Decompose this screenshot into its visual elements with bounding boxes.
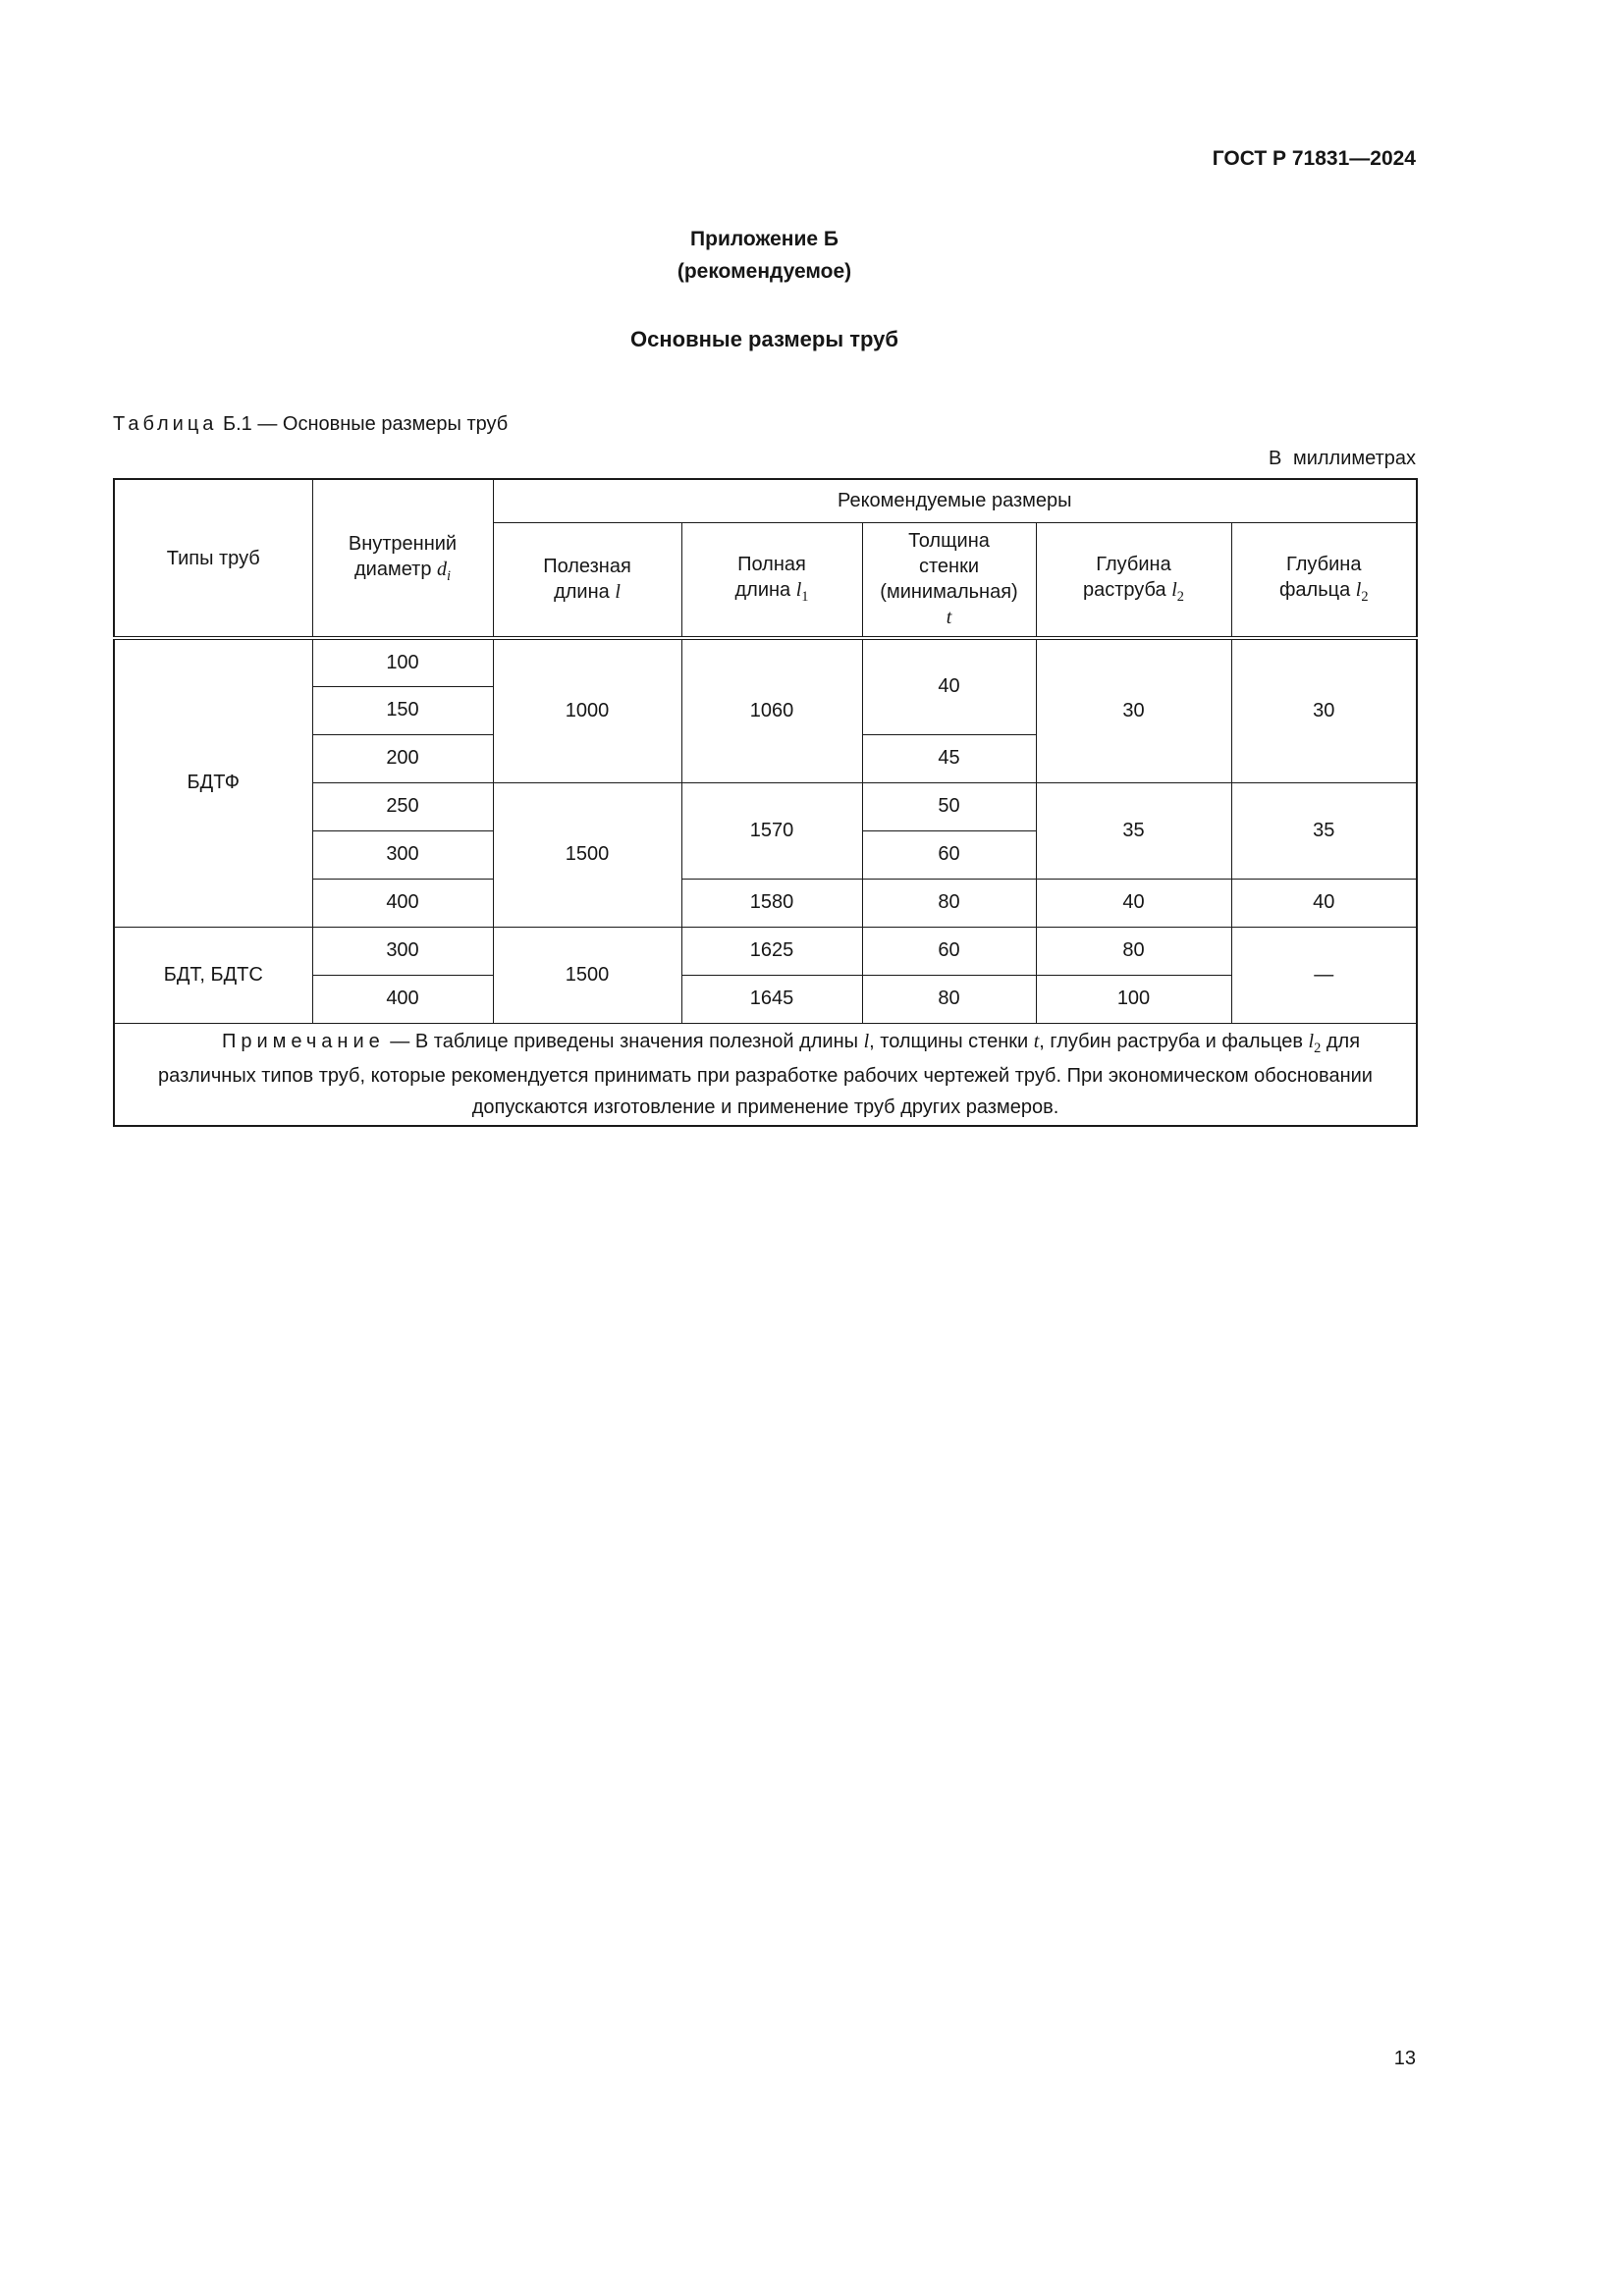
cell-wall-thickness: 80 <box>862 879 1036 927</box>
col-header-wall-thickness: Толщина стенки (минимальная) t <box>862 522 1036 638</box>
cell-pipe-type: БДТ, БДТС <box>114 927 312 1023</box>
cell-useful-length: 1000 <box>493 638 681 782</box>
cell-socket-depth: 80 <box>1036 927 1231 975</box>
cell-diameter: 300 <box>312 830 493 879</box>
cell-diameter: 400 <box>312 879 493 927</box>
table-caption <box>113 413 1416 436</box>
page-content <box>113 0 1416 1127</box>
table-note: Примечание — В таблице приведены значения полезной длины l, толщины стенки t, глубин раструба и фальцев $l_2$ для различных типов труб, которые рекомендуется принимать при разработке рабочих чертежей труб. При экономическом обосновании допускаются изготовление и применение труб других размеров. <box>158 1030 1373 1118</box>
cell-diameter: 300 <box>312 927 493 975</box>
cell-socket-depth: 40 <box>1036 879 1231 927</box>
cell-socket-depth: 35 <box>1036 782 1231 879</box>
subscript-2: 2 <box>1314 1040 1322 1056</box>
cell-diameter: 150 <box>312 686 493 734</box>
col-header-rebate-depth: Глубина фальца $l_2$ <box>1231 522 1417 638</box>
variable-l2: l <box>1308 1030 1315 1052</box>
table-note-cell <box>114 1023 1417 1126</box>
cell-diameter: 200 <box>312 734 493 782</box>
cell-wall-thickness: 45 <box>862 734 1036 782</box>
subscript-1: 1 <box>801 589 809 606</box>
cell-rebate-depth: 30 <box>1231 638 1417 782</box>
cell-wall-thickness: 60 <box>862 830 1036 879</box>
variable-t: t <box>946 607 952 629</box>
appendix-heading <box>113 224 1416 288</box>
cell-wall-thickness: 50 <box>862 782 1036 830</box>
col-header-inner-diameter <box>312 479 493 638</box>
note-label: Примечание <box>221 1030 385 1052</box>
standard-number: ГОСТ Р 71831—2024 <box>1212 147 1416 170</box>
cell-full-length: 1570 <box>681 782 862 879</box>
table-note-row <box>114 1023 1417 1126</box>
cell-wall-thickness: 80 <box>862 975 1036 1023</box>
col-header-inner-diameter-line1: Внутренний <box>348 532 458 555</box>
table-caption-word: Таблица <box>113 413 218 436</box>
cell-full-length: 1580 <box>681 879 862 927</box>
appendix-label: Приложение Б <box>690 228 839 250</box>
cell-useful-length: 1500 <box>493 927 681 1023</box>
table-row <box>114 638 1417 686</box>
doc-header <box>113 147 1416 171</box>
cell-rebate-depth: 35 <box>1231 782 1417 879</box>
variable-l1: l <box>795 579 802 602</box>
col-header-socket-depth: Глубина раструба $l_2$ <box>1036 522 1231 638</box>
cell-wall-thickness: 60 <box>862 927 1036 975</box>
pipe-dimensions-table <box>113 478 1418 1127</box>
units-note: В миллиметрах <box>1269 448 1416 470</box>
cell-full-length: 1645 <box>681 975 862 1023</box>
cell-diameter: 100 <box>312 638 493 686</box>
variable-t: t <box>1033 1030 1040 1052</box>
col-header-recommended-label: Рекомендуемые размеры <box>837 490 1072 512</box>
table-row <box>114 927 1417 975</box>
cell-full-length: 1060 <box>681 638 862 782</box>
col-header-inner-diameter-line2: диаметр $d_i$ <box>353 558 451 584</box>
cell-full-length: 1625 <box>681 927 862 975</box>
variable-l2: l <box>1355 579 1362 602</box>
variable-l: l <box>863 1030 870 1052</box>
cell-useful-length: 1500 <box>493 782 681 927</box>
cell-rebate-depth: — <box>1231 927 1417 1023</box>
col-header-useful-length: Полезная длина l <box>493 522 681 638</box>
appendix-kind: (рекомендуемое) <box>677 259 852 283</box>
subscript-2: 2 <box>1176 589 1184 606</box>
subscript-i: i <box>447 567 451 584</box>
cell-wall-thickness: 40 <box>862 638 1036 734</box>
page-number: 13 <box>1393 2048 1416 2069</box>
variable-l2: l <box>1171 579 1177 602</box>
table-caption-rest: Б.1 — Основные размеры труб <box>217 413 509 436</box>
variable-l: l <box>615 581 621 604</box>
cell-diameter: 400 <box>312 975 493 1023</box>
subscript-2: 2 <box>1361 589 1369 606</box>
col-header-pipe-types-label: Типы труб <box>166 547 260 569</box>
cell-pipe-type: БДТФ <box>114 638 312 927</box>
cell-diameter: 250 <box>312 782 493 830</box>
col-header-pipe-types <box>114 479 312 638</box>
page-title: Основные размеры труб <box>630 327 898 352</box>
cell-rebate-depth: 40 <box>1231 879 1417 927</box>
cell-socket-depth: 100 <box>1036 975 1231 1023</box>
variable-d: d <box>437 558 447 580</box>
col-header-recommended-sizes <box>493 479 1417 522</box>
cell-socket-depth: 30 <box>1036 638 1231 782</box>
col-header-full-length: Полная длина $l_1$ <box>681 522 862 638</box>
